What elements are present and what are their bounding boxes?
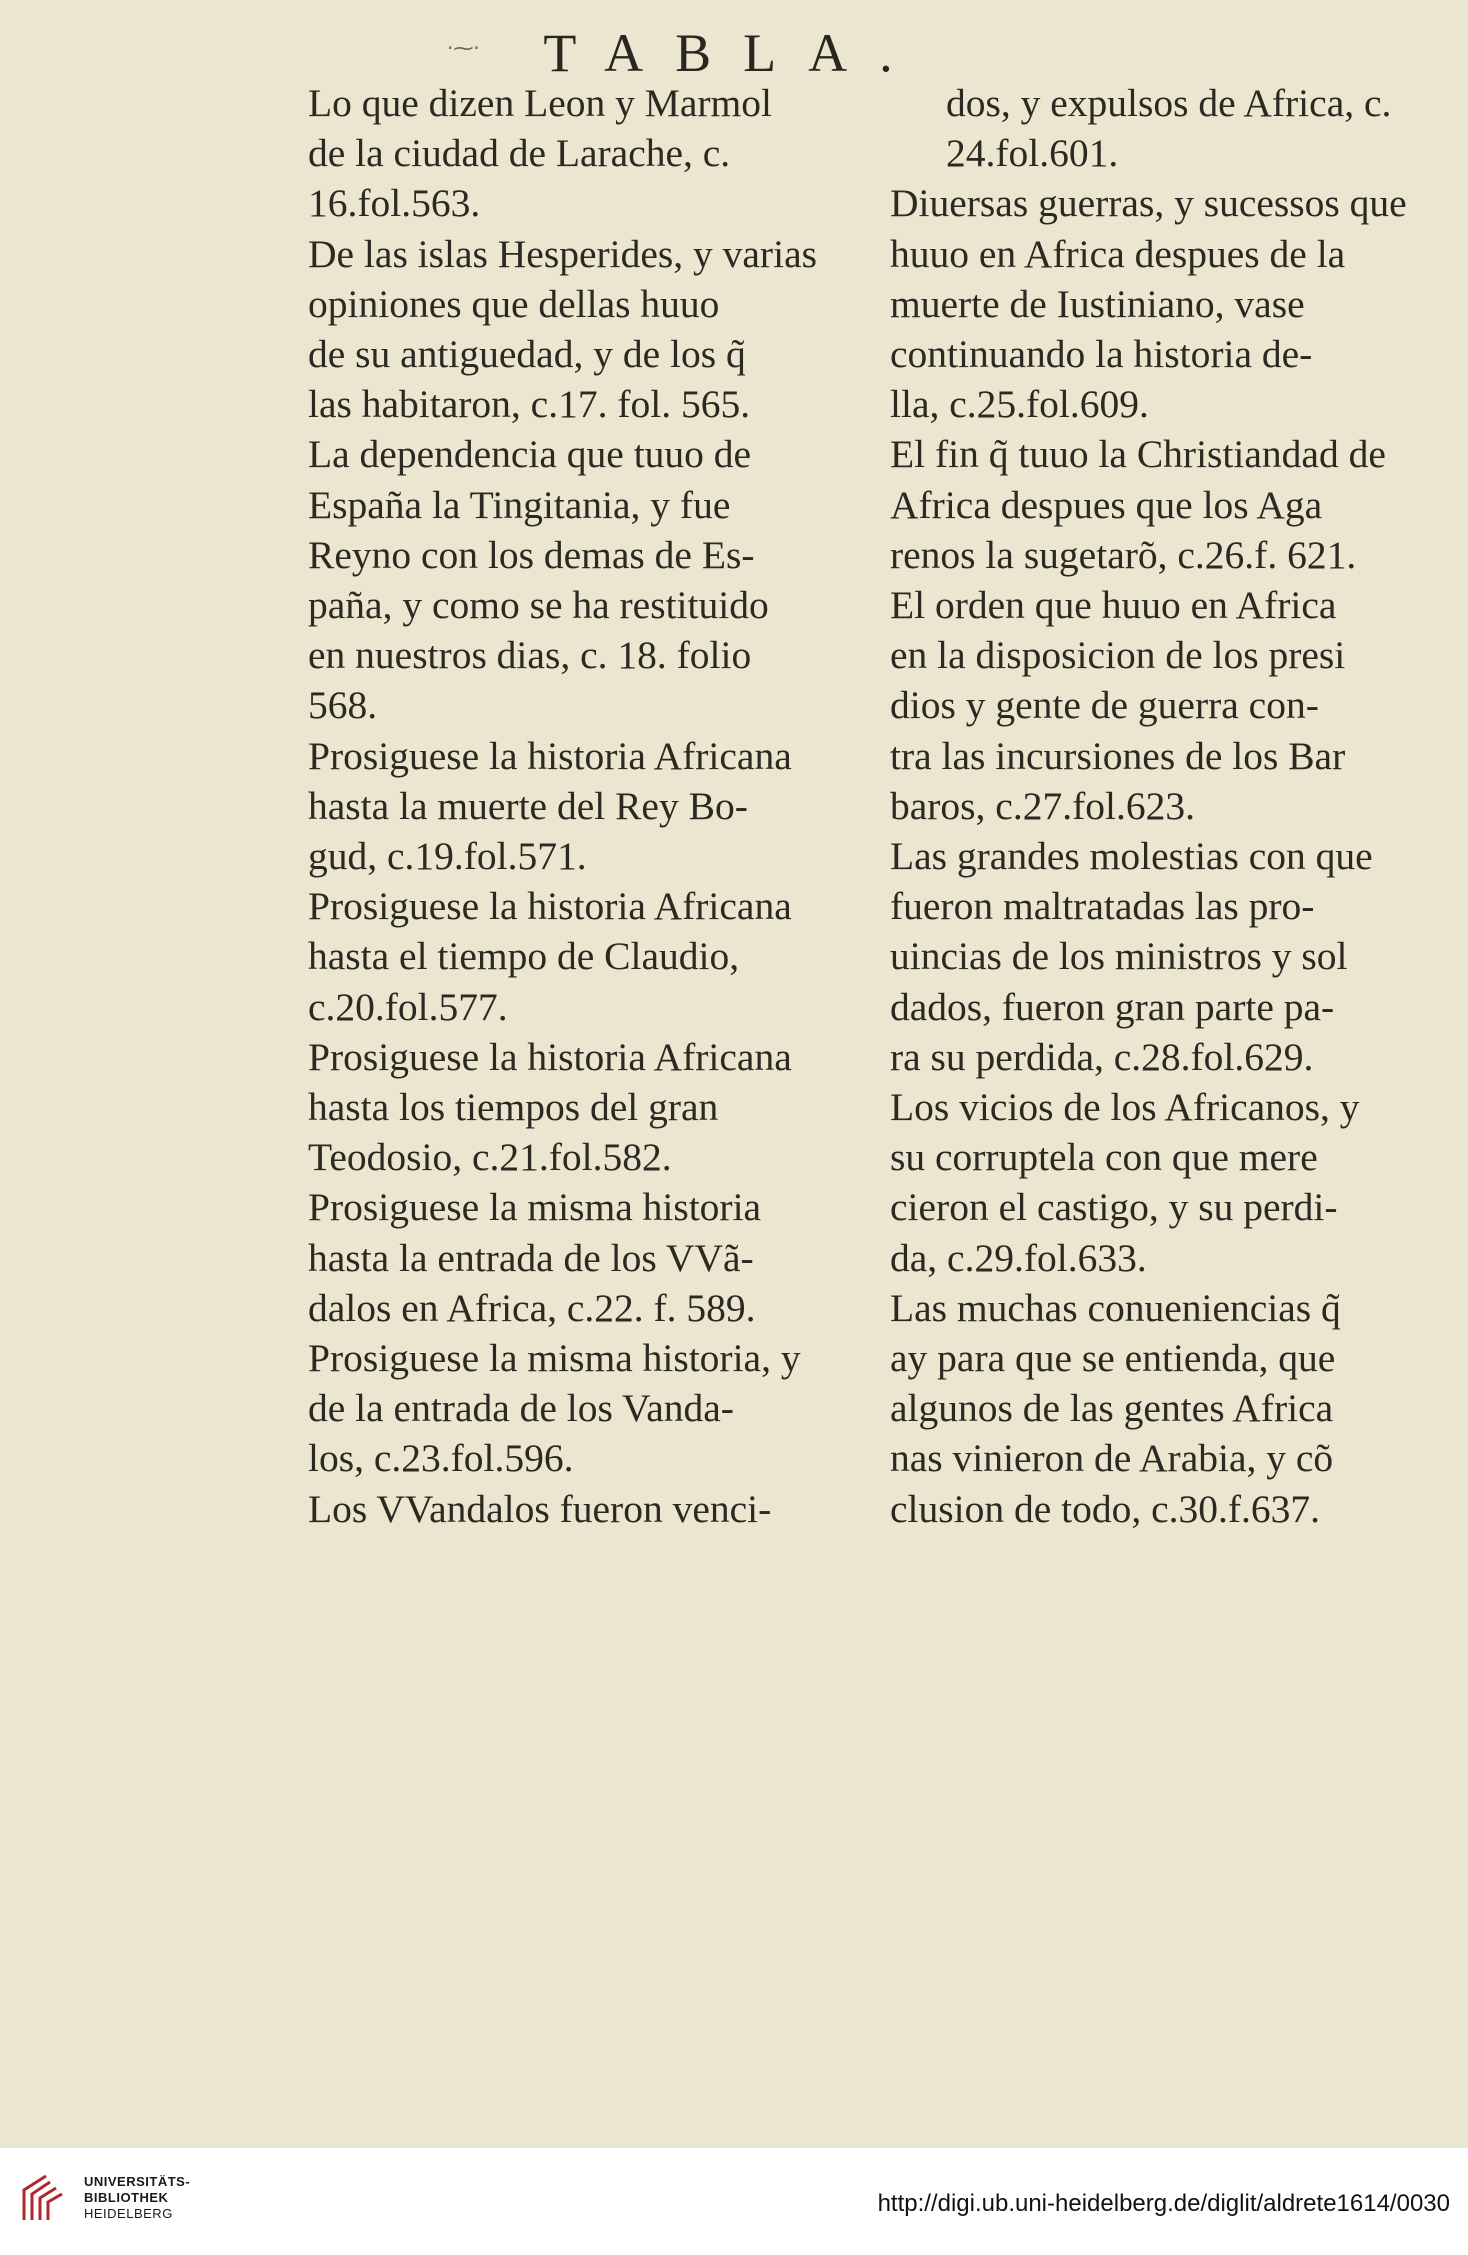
left-column: [308, 78, 868, 1534]
entry-line: cieron el castigo, y su perdi-: [890, 1185, 1338, 1230]
entry-line: La dependencia que tuuo de: [308, 432, 752, 477]
entry-line: Prosiguese la historia Africana: [308, 884, 792, 929]
index-entry: [308, 78, 868, 229]
entry-line: continuando la historia de-: [890, 332, 1313, 377]
entry-line: opiniones que dellas huuo: [308, 281, 720, 326]
entry-line: Prosiguese la historia Africana: [308, 733, 792, 778]
index-entry: [308, 881, 868, 1032]
entry-line: en la disposicion de los presi: [890, 633, 1346, 678]
index-entry: [890, 580, 1450, 831]
entry-line: De las islas Hesperides, y varias: [308, 231, 817, 276]
library-name-line2: BIBLIOTHEK: [84, 2190, 169, 2205]
library-name: [84, 2174, 190, 2222]
entry-line: El orden que huuo en Africa: [890, 583, 1337, 628]
entry-line: de su antiguedad, y de los q̃: [308, 332, 746, 377]
footer-bar: [0, 2148, 1468, 2255]
entry-line: Prosiguese la historia Africana: [308, 1034, 792, 1079]
entry-line: renos la sugetarõ, c.26.f. 621.: [890, 532, 1357, 577]
entry-line: baros, c.27.fol.623.: [890, 783, 1195, 828]
entry-line: ra su perdida, c.28.fol.629.: [890, 1034, 1314, 1079]
entry-line: uincias de los ministros y sol: [890, 934, 1348, 979]
entry-line: Prosiguese la misma historia, y: [308, 1336, 801, 1381]
header-ornament: ·⁓·: [447, 36, 480, 60]
entry-line: dios y gente de guerra con-: [890, 683, 1319, 728]
entry-line: tra las incursiones de los Bar: [890, 733, 1346, 778]
entry-line: Reyno con los demas de Es-: [308, 532, 755, 577]
index-entry: [890, 1082, 1450, 1283]
index-entry: [890, 178, 1450, 429]
entry-line: nas vinieron de Arabia, y cõ: [890, 1436, 1334, 1481]
entry-line: dos, y expulsos de Africa, c.: [946, 81, 1392, 125]
index-entry: [890, 1283, 1450, 1534]
entry-line: huuo en Africa despues de la: [890, 231, 1346, 276]
entry-line: hasta los tiempos del gran: [308, 1085, 719, 1130]
entry-line: 24.fol.601.: [946, 131, 1119, 176]
entry-line: Prosiguese la misma historia: [308, 1185, 762, 1230]
entry-line: paña, y como se ha restituido: [308, 583, 769, 628]
entry-line: fueron maltratadas las pro-: [890, 884, 1315, 929]
entry-line: de la ciudad de Larache, c.: [308, 131, 731, 176]
entry-line: 568.: [308, 683, 378, 728]
entry-line: El fin q̃ tuuo la Christiandad de: [890, 432, 1386, 477]
index-entry: [890, 429, 1450, 580]
library-name-line3: HEIDELBERG: [84, 2206, 173, 2221]
entry-line: Las muchas conueniencias q̃: [890, 1285, 1341, 1330]
entry-line: gud, c.19.fol.571.: [308, 834, 587, 879]
index-entry: [308, 229, 868, 430]
entry-line: su corruptela con que mere: [890, 1135, 1318, 1180]
index-entry: [308, 731, 868, 882]
entry-line: los, c.23.fol.596.: [308, 1436, 574, 1481]
entry-line: clusion de todo, c.30.f.637.: [890, 1486, 1321, 1531]
entry-line: Los VVandalos fueron venci-: [308, 1486, 772, 1531]
entry-line: ay para que se entienda, que: [890, 1336, 1336, 1381]
index-entry: [308, 1484, 868, 1534]
index-entry: [308, 429, 868, 730]
entry-line: en nuestros dias, c. 18. folio: [308, 633, 752, 678]
entry-line: da, c.29.fol.633.: [890, 1235, 1147, 1280]
entry-line: Lo que dizen Leon y Marmol: [308, 81, 772, 125]
entry-line: España la Tingitania, y fue: [308, 482, 731, 527]
source-url[interactable]: http://digi.ub.uni-heidelberg.de/diglit/aldrete1614/0030: [877, 2190, 1450, 2217]
right-column: [890, 78, 1450, 1534]
entry-line: Las grandes molestias con que: [890, 834, 1373, 879]
entry-line: Diuersas guerras, y sucessos que: [890, 181, 1407, 226]
index-entry: [890, 78, 1450, 178]
entry-line: dados, fueron gran parte pa-: [890, 984, 1335, 1029]
entry-line: Africa despues que los Aga: [890, 482, 1323, 527]
index-entry: [308, 1032, 868, 1183]
entry-line: dalos en Africa, c.22. f. 589.: [308, 1285, 756, 1330]
library-logo-icon: [16, 2170, 74, 2228]
entry-line: Teodosio, c.21.fol.582.: [308, 1135, 672, 1180]
entry-line: hasta la entrada de los VVã-: [308, 1235, 754, 1280]
library-name-line1: UNIVERSITÄTS-: [84, 2174, 191, 2189]
page-title: TABLA.: [543, 23, 925, 83]
entry-line: hasta el tiempo de Claudio,: [308, 934, 740, 979]
index-entry: [890, 831, 1450, 1082]
entry-line: las habitaron, c.17. fol. 565.: [308, 382, 751, 427]
entry-line: hasta la muerte del Rey Bo-: [308, 783, 748, 828]
entry-line: lla, c.25.fol.609.: [890, 382, 1149, 427]
index-entry: [308, 1182, 868, 1333]
entry-line: muerte de Iustiniano, vase: [890, 281, 1305, 326]
entry-line: c.20.fol.577.: [308, 984, 508, 1029]
entry-line: 16.fol.563.: [308, 181, 481, 226]
entry-line: de la entrada de los Vanda-: [308, 1386, 734, 1431]
entry-line: algunos de las gentes Africa: [890, 1386, 1334, 1431]
index-entry: [308, 1333, 868, 1484]
entry-line: Los vicios de los Africanos, y: [890, 1085, 1360, 1130]
